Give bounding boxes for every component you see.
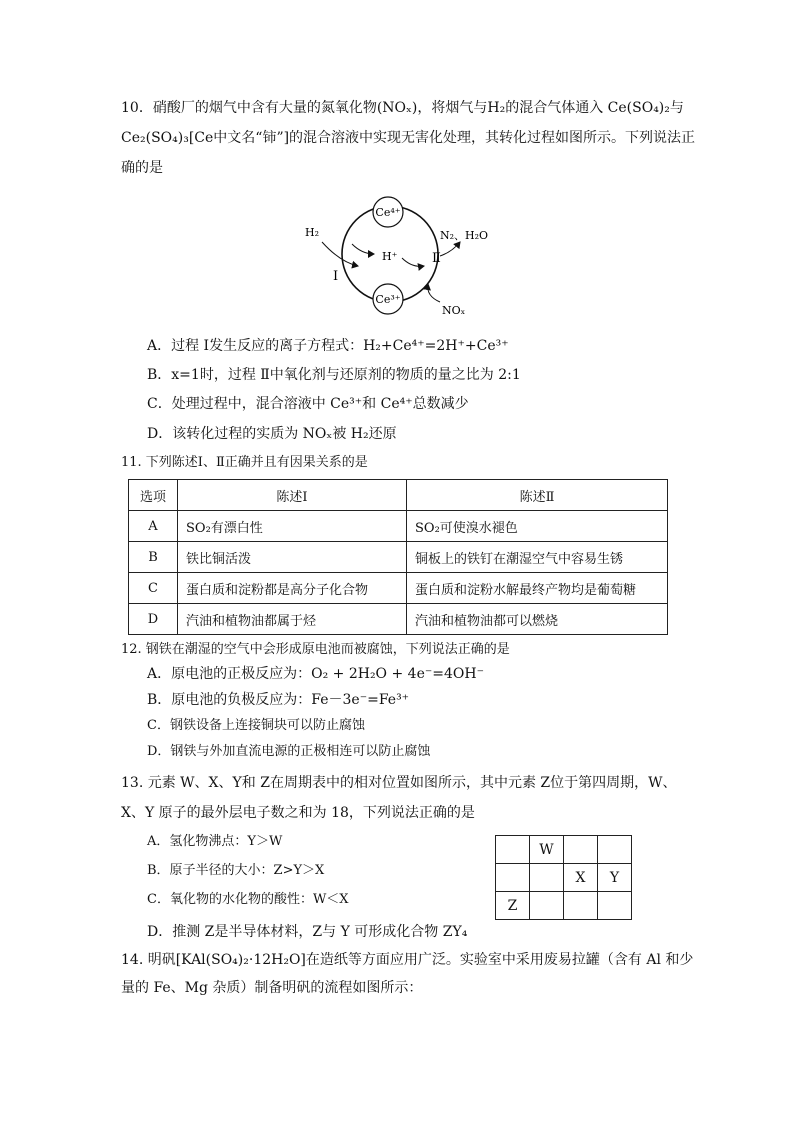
grid-cell: Y [598,864,632,892]
q12-option-b: B．原电池的负极反应为：Fe－3e⁻=Fe³⁺ [147,692,410,708]
q10-stem-line1: 10．硝酸厂的烟气中含有大量的氮氧化物(NOₓ)，将烟气与H₂的混合气体通入 Ce(SO₄)₂与 [121,100,684,116]
table-cell: C [129,573,178,604]
grid-row [496,864,632,892]
grid-row [496,892,632,920]
grid-cell [564,836,598,864]
table-cell: B [129,542,178,573]
q13-option-d: D．推测 Z是半导体材料，Z与 Y 可形成化合物 ZY₄ [147,924,468,940]
periodic-position-grid [495,835,632,920]
table-cell: D [129,604,178,635]
h-plus-label: H⁺ [382,250,398,263]
grid-cell [530,892,564,920]
inner-arrow-left [352,244,374,254]
q13-option-c: C．氧化物的水化物的酸性：W＜X [147,892,349,907]
table-cell: 蛋白质和淀粉都是高分子化合物 [178,573,407,604]
ce4-label: Ce⁴⁺ [375,206,401,219]
nox-in-arrow [428,284,440,302]
table-row [129,542,668,573]
grid-cell [496,836,530,864]
table-cell: 铜板上的铁钉在潮湿空气中容易生锈 [407,542,668,573]
q14-stem-line2: 量的 Fe、Mg 杂质）制备明矾的流程如图所示： [121,980,423,996]
q13-option-a: A．氢化物沸点：Y＞W [147,834,283,849]
table-row [129,573,668,604]
grid-row [496,836,632,864]
grid-cell [598,836,632,864]
table-cell: 铁比铜活泼 [178,542,407,573]
inner-arrow-right [402,258,424,266]
table-header-row [129,480,668,511]
q12-option-c: C．钢铁设备上连接铜块可以防止腐蚀 [147,718,365,733]
q10-stem-line3: 确的是 [121,160,163,176]
h2-arrow [322,242,358,266]
table-cell: SO₂有漂白性 [178,511,407,542]
grid-cell [598,892,632,920]
q10-stem-line2: Ce₂(SO₄)₃[Ce中文名“铈”]的混合溶液中实现无害化处理，其转化过程如图所示。下列说法正 [121,130,696,146]
q12-option-a: A．原电池的正极反应为：O₂ + 2H₂O + 4e⁻=4OH⁻ [147,666,484,682]
grid-cell [496,864,530,892]
h2-label: H₂ [305,226,320,239]
table-row [129,511,668,542]
q10-option-b: B．x=1时，过程 Ⅱ中氧化剂与还原剂的物质的量之比为 2:1 [147,367,521,383]
n2-out-arrow [440,242,460,256]
q12-stem: 12. 钢铁在潮湿的空气中会形成原电池而被腐蚀，下列说法正确的是 [121,642,510,657]
n2-h2o-label: N₂、H₂O [440,229,489,242]
header-cell: 陈述Ⅰ [178,480,407,511]
grid-cell: W [530,836,564,864]
table-cell: 汽油和植物油都可以燃烧 [407,604,668,635]
ce3-label: Ce³⁺ [375,293,401,306]
step-2-label: Ⅱ [432,251,441,266]
table-row [129,604,668,635]
header-cell: 陈述Ⅱ [407,480,668,511]
table-cell: SO₂可使溴水褪色 [407,511,668,542]
q12-option-d: D．钢铁与外加直流电源的正极相连可以防止腐蚀 [147,744,431,759]
q13-stem-line1: 13. 元素 W、X、Y和 Z在周期表中的相对位置如图所示，其中元素 Z位于第四周期，W、 [121,775,677,791]
q13-stem-line2: X、Y 原子的最外层电子数之和为 18，下列说法正确的是 [121,805,475,821]
q10-option-d: D．该转化过程的实质为 NOₓ被 H₂还原 [147,426,397,442]
table-cell: A [129,511,178,542]
q13-option-b: B．原子半径的大小：Z>Y＞X [147,863,325,878]
table-cell: 蛋白质和淀粉水解最终产物均是葡萄糖 [407,573,668,604]
table-cell: 汽油和植物油都属于烃 [178,604,407,635]
grid-cell: X [564,864,598,892]
q11-stem: 11. 下列陈述Ⅰ、Ⅱ正确并且有因果关系的是 [121,455,368,470]
grid-cell: Z [496,892,530,920]
step-1-label: Ⅰ [333,269,339,284]
grid-cell [530,864,564,892]
q11-table [128,479,668,635]
q14-stem-line1: 14. 明矾[KAl(SO₄)₂·12H₂O]在造纸等方面应用广泛。实验室中采用废易拉罐（含有 Al 和少 [121,952,694,968]
q10-option-c: C．处理过程中，混合溶液中 Ce³⁺和 Ce⁴⁺总数减少 [147,396,469,412]
q10-option-a: A．过程 Ⅰ发生反应的离子方程式：H₂+Ce⁴⁺=2H⁺+Ce³⁺ [147,338,509,354]
grid-cell [564,892,598,920]
q10-cycle-diagram [300,192,500,327]
header-cell: 选项 [129,480,178,511]
nox-label: NOₓ [442,304,466,317]
